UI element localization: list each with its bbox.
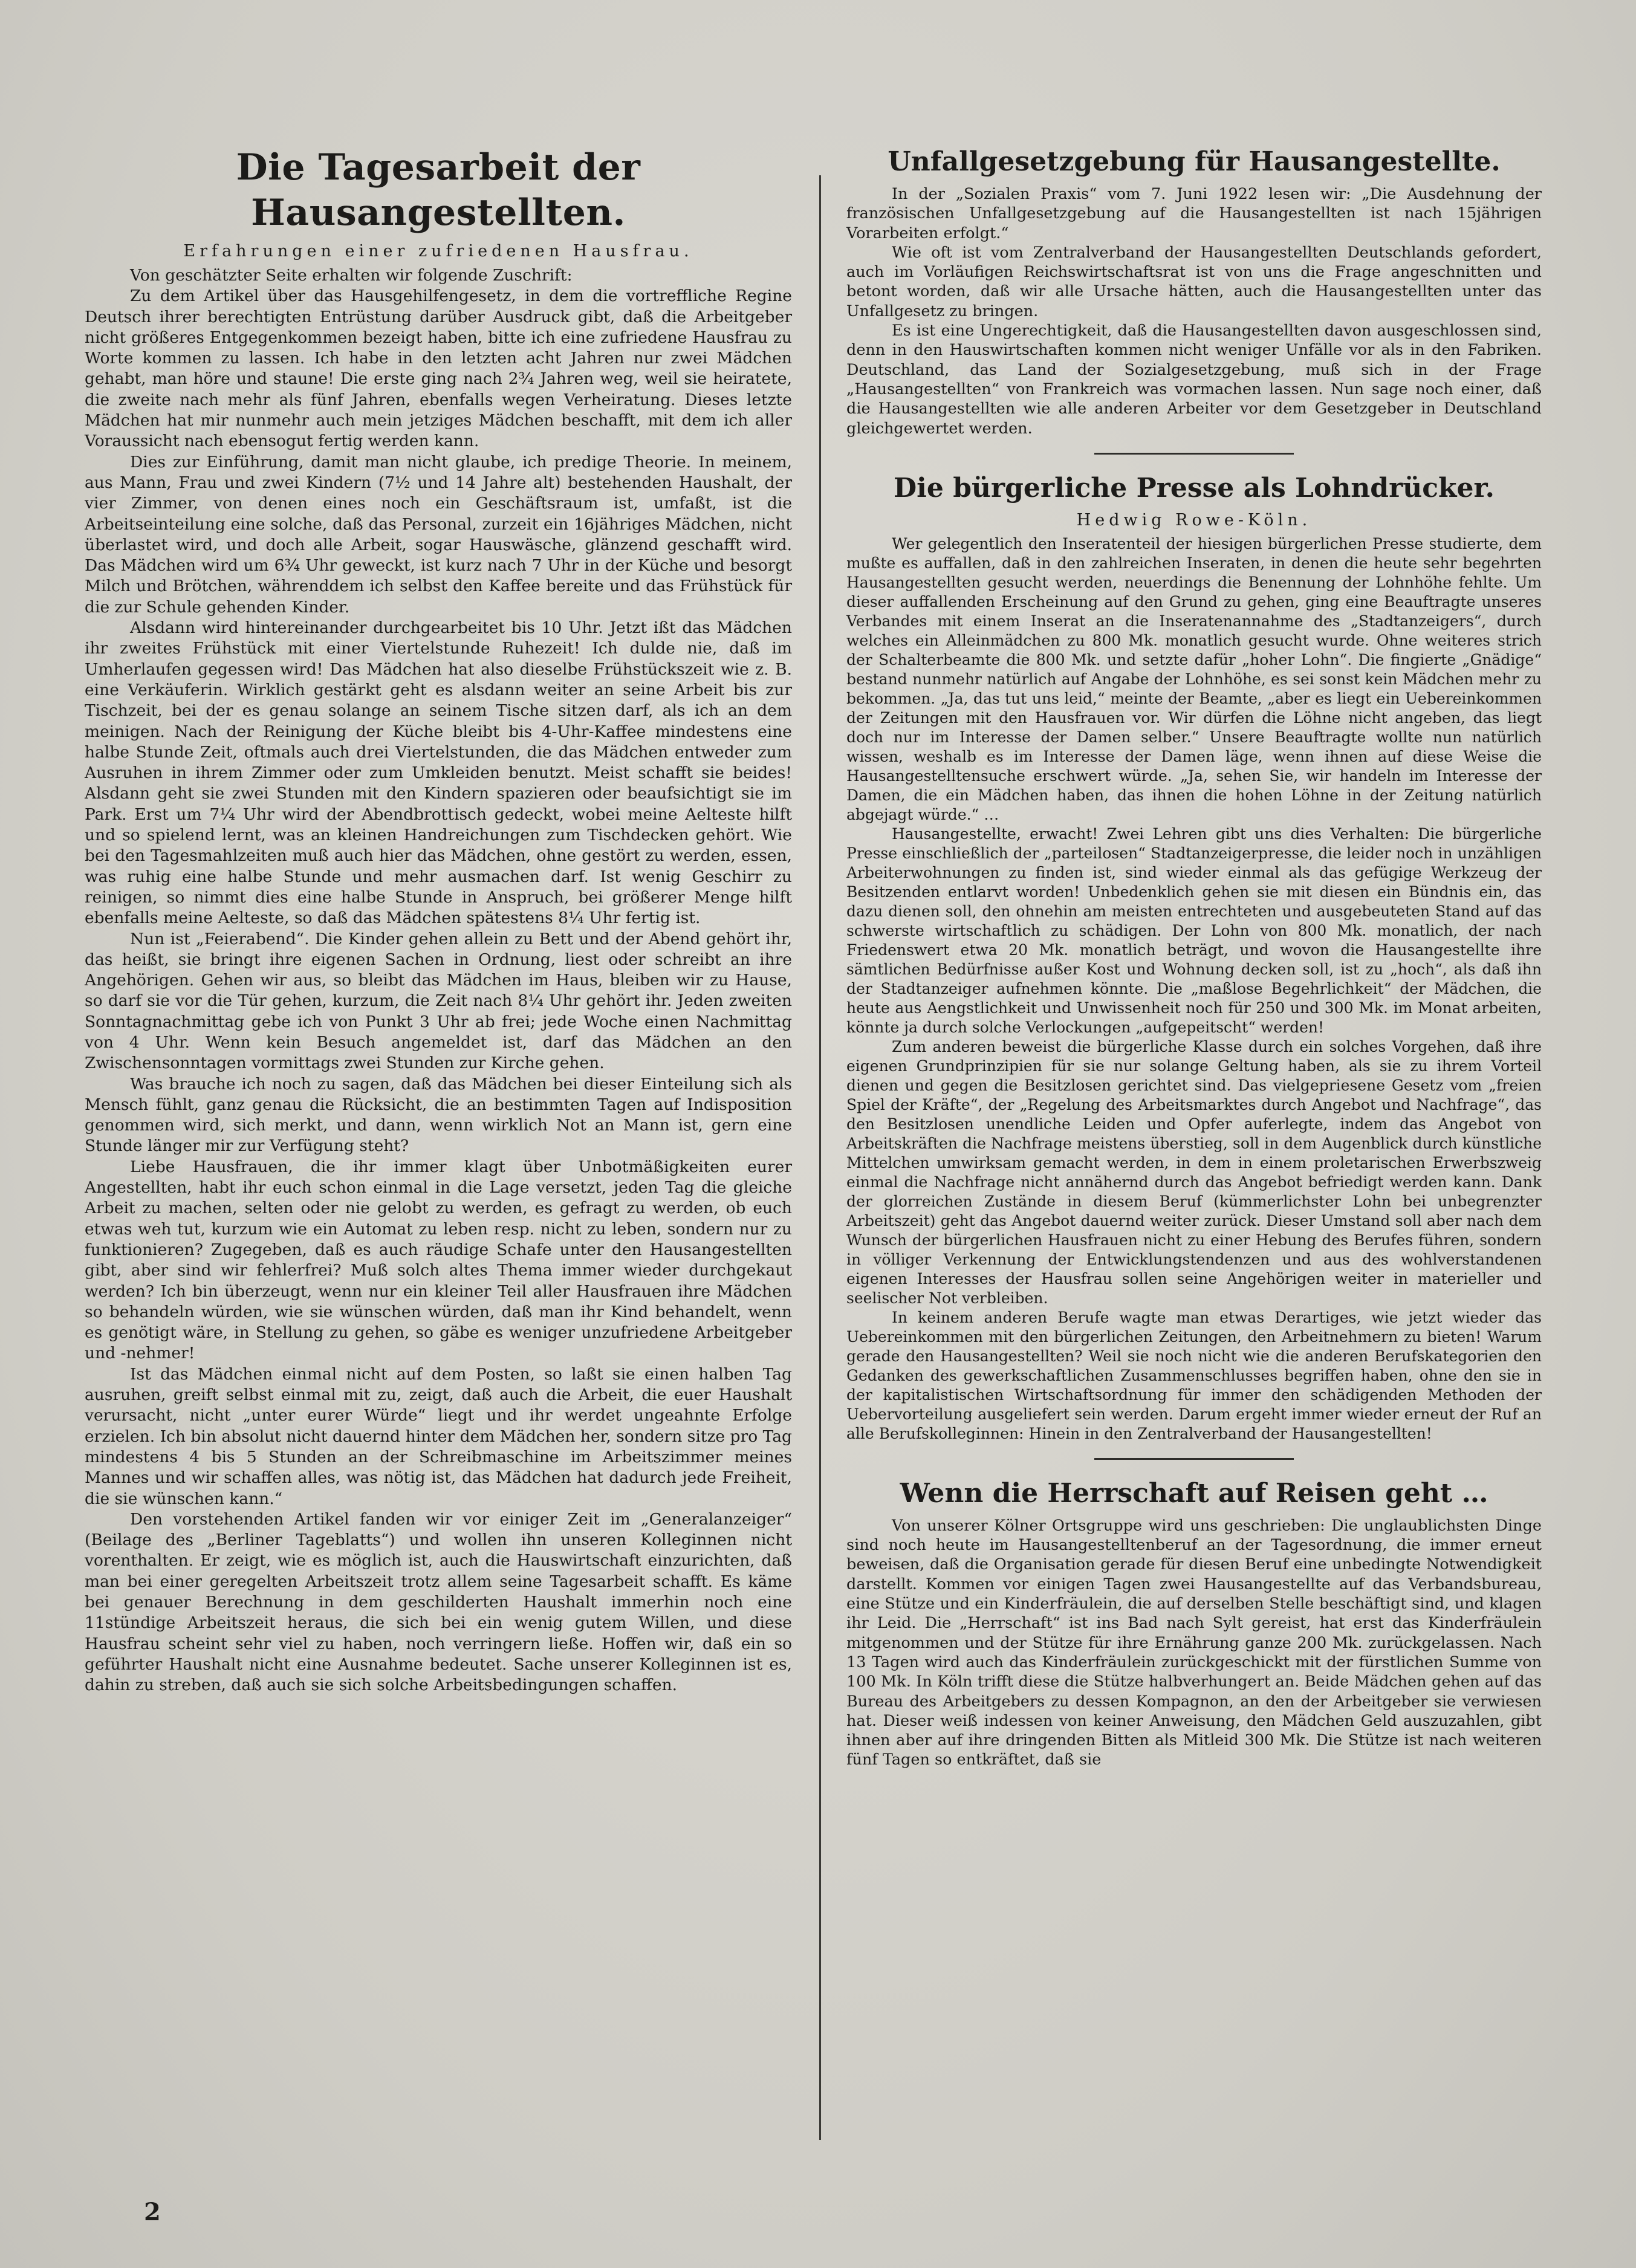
- paragraph: Was brauche ich noch zu sagen, daß das Mädchen bei dieser Einteilung sich als Mensch fühlt, ganz genau die Rücksicht, die an bestimmten Tagen auf Indisposition genommen wird, sich merkt, und dann, wenn wirklich Not an Mann ist, gern eine Stunde länger mir zur Verfügung steht?: [85, 1074, 792, 1156]
- section-presse: [846, 471, 1542, 1443]
- paragraph: Liebe Hausfrauen, die ihr immer klagt über Unbotmäßigkeiten eurer Angestellten, habt ihr euch schon einmal in die Lage versetzt, jeden Tag die gleiche Arbeit zu machen, selten oder nie gelobt zu werden, es gefragt zu werden, ob euch etwas weh tut, kurzum wie ein Automat zu leben resp. nicht zu leben, sondern nur zu funktionieren? Zugegeben, daß es auch räudige Schafe unter den Hausangestellten gibt, aber sind wir fehlerfrei? Muß solch altes Thema immer wieder durchgekaut werden? Ich bin überzeugt, wenn nur ein kleiner Teil aller Hausfrauen ihre Mädchen so behandeln würden, wie sie wünschen würden, daß man ihr Kind behandelt, wenn es genötigt wäre, in Stellung zu gehen, so gäbe es weniger unzufriedene Arbeitgeber und -nehmer!: [85, 1157, 792, 1363]
- section-body: [846, 184, 1542, 438]
- paragraph: Ist das Mädchen einmal nicht auf dem Posten, so laßt sie einen halben Tag ausruhen, greift selbst einmal mit zu, zeigt, daß auch die Arbeit, die euer Haushalt verursacht, nicht „unter eurer Würde“ liegt und ihr werdet ungeahnte Erfolge erzielen. Ich bin absolut nicht dauernd hinter dem Mädchen her, sondern sitze pro Tag mindestens 4 bis 5 Stunden an der Schreibmaschine im Arbeitszimmer meines Mannes und wir schaffen alles, was nötig ist, das Mädchen hat dadurch jede Freiheit, die sie wünschen kann.“: [85, 1364, 792, 1508]
- section-title: Wenn die Herrschaft auf Reisen geht …: [900, 1477, 1488, 1509]
- paragraph: Von unserer Kölner Ortsgruppe wird uns geschrieben: Die unglaublichsten Dinge sind noch heute im Hausangestelltenberuf an der Tagesordnung, die immer erneut beweisen, daß die Organisation gerade für diesen Beruf eine unbedingte Notwendigkeit darstellt. Kommen vor einigen Tagen zwei Hausangestellte auf das Verbandsbureau, eine Stütze und ein Kinderfräulein, die auf derselben Stelle beschäftigt sind, und klagen ihr Leid. Die „Herrschaft“ ist ins Bad nach Sylt gereist, hat erst das Kinderfräulein mitgenommen und der Stütze für ihre Ernährung ganze 200 Mk. zurückgelassen. Nach 13 Tagen wird auch das Kinderfräulein zurückgeschickt mit der fürstlichen Summe von 100 Mk. In Köln trifft diese die Stütze halbverhungert an. Beide Mädchen gehen auf das Bureau des Arbeitgebers zu dessen Kompagnon, an den der Arbeitgeber sie verwiesen hat. Dieser weiß indessen von keiner Anweisung, den Mädchen Geld auszuzahlen, gibt ihnen aber auf ihre dringenden Bitten als Mitleid 300 Mk. Die Stütze ist nach weiteren fünf Tagen so entkräftet, daß sie: [846, 1516, 1542, 1769]
- paragraph: Wer gelegentlich den Inseratenteil der hiesigen bürgerlichen Presse studierte, dem mußte es auffallen, daß in den zahlreichen Inseraten, in denen die heute sehr begehrten Hausangestellten gesucht werden, neuerdings die Benennung der Lohnhöhe fehlte. Um dieser auffallenden Erscheinung auf den Grund zu gehen, ging eine Beauftragte unseres Verbandes mit einem Inserat an die Inseratenannahme des „Stadtanzeigers“, durch welches ein Alleinmädchen zu 800 Mk. monatlich gesucht wurde. Ohne weiteres strich der Schalterbeamte die 800 Mk. und setzte dafür „hoher Lohn“. Die fingierte „Gnädige“ bestand nunmehr natürlich auf Angabe der Lohnhöhe, es sei sonst kein Mädchen mehr zu bekommen. „Ja, das tut uns leid,“ meinte der Beamte, „aber es liegt ein Uebereinkommen der Zeitungen mit den Hausfrauen vor. Wir dürfen die Löhne nicht angeben, das liegt doch nur im Interesse der Damen selber.“ Unsere Beauftragte wollte nun natürlich wissen, weshalb es im Interesse der Damen läge, wenn ihnen auf diese Weise die Hausangestelltensuche erschwert würde. „Ja, sehen Sie, wir handeln im Interesse der Damen, die ein Mädchen haben, das ihnen die hohen Löhne in der Zeitung natürlich abgejagt würde.“ …: [846, 534, 1542, 823]
- paragraph: Es ist eine Ungerechtigkeit, daß die Hausangestellten davon ausgeschlossen sind, denn in den Hauswirtschaften kommen nicht weniger Unfälle vor als in den Fabriken. Deutschland, das Land der Sozialgesetzgebung, muß sich in der Frage „Hausangestellten“ von Frankreich was vormachen lassen. Nun sage noch einer, daß die Hausangestellten wie alle anderen Arbeiter vor dem Gesetzgeber in Deutschland gleichgewertet werden.: [846, 322, 1542, 438]
- section-divider: [1094, 453, 1294, 455]
- paragraph: Zu dem Artikel über das Hausgehilfengesetz, in dem die vortreffliche Regine Deutsch ihrer berechtigten Entrüstung darüber Ausdruck gibt, daß die Arbeitgeber nicht größeres Entgegenkommen bezeigt haben, bitte ich eine zufriedene Hausfrau zu Worte kommen zu lassen. Ich habe in den letzten acht Jahren nur zwei Mädchen gehabt, man höre und staune! Die erste ging nach 2¾ Jahren weg, weil sie heiratete, die zweite nach mehr als fünf Jahren, ebenfalls wegen Verheiratung. Dieses letzte Mädchen hat mir nunmehr auch mein jetziges Mädchen beschafft, mit dem ich aller Voraussicht nach ebensogut fertig werden kann.: [85, 287, 792, 451]
- paragraph: Wie oft ist vom Zentralverband der Hausangestellten Deutschlands gefordert, auch im Vorläufigen Reichswirtschaftsrat ist von uns die Frage angeschnitten und betont worden, daß wir alle Ursache hätten, auch die Hausangestellten unter das Unfallgesetz zu bringen.: [846, 243, 1542, 320]
- paragraph: Nun ist „Feierabend“. Die Kinder gehen allein zu Bett und der Abend gehört ihr, das heißt, sie bringt ihre eigenen Sachen in Ordnung, liest oder schreibt an ihre Angehörigen. Gehen wir aus, so bleibt das Mädchen im Haus, bleiben wir zu Hause, so darf sie vor die Tür gehen, kurzum, die Zeit nach 8¼ Uhr gehört ihr. Jeden zweiten Sonntagnachmittag gebe ich von Punkt 3 Uhr ab frei; jede Woche einen Nachmittag von 4 Uhr. Wenn kein Besuch angemeldet ist, darf das Mädchen an den Zwischensonntagen vormittags zwei Stunden zur Kirche gehen.: [85, 929, 792, 1073]
- paragraph: Dies zur Einführung, damit man nicht glaube, ich predige Theorie. In meinem, aus Mann, Frau und zwei Kindern (7½ und 14 Jahre alt) bestehenden Haushalt, der vier Zimmer, von denen eines noch ein Geschäftsraum ist, umfaßt, ist die Arbeitseinteilung eine solche, daß das Personal, zurzeit ein 16jähriges Mädchen, nicht überlastet wird, und doch alle Arbeit, sogar Hauswäsche, glänzend geschafft wird. Das Mädchen wird um 6¾ Uhr geweckt, ist kurz nach 7 Uhr in der Küche und besorgt Milch und Brötchen, währenddem ich selbst den Kaffee bereite und das Frühstück für die zur Schule gehenden Kinder.: [85, 452, 792, 617]
- paragraph: Zum anderen beweist die bürgerliche Klasse durch ein solches Vorgehen, daß ihre eigenen Grundprinzipien für sie nur solange Geltung haben, als sie zu ihrem Vorteil dienen und gegen die Besitzlosen gerichtet sind. Das vielgepriesene Gesetz vom „freien Spiel der Kräfte“, der „Regelung des Arbeitsmarktes durch Angebot und Nachfrage“, das den Besitzlosen unendliche Leiden und Opfer auferlegte, indem das Angebot von Arbeitskräften die Nachfrage meistens überstieg, soll in dem Augenblick durch künstliche Mittelchen umwirksam gemacht werden, in dem in einem proletarischen Erwerbszweig einmal die Nachfrage nicht annähernd durch das Angebot befriedigt werden kann. Dank der glorreichen Zustände in diesem Beruf (kümmerlichster Lohn bei unbegrenzter Arbeitszeit) geht das Angebot dauernd weiter zurück. Dieser Umstand soll aber nach dem Wunsch der bürgerlichen Hausfrauen nicht zu einer Hebung des Berufes führen, sondern in völliger Verkennung der Entwicklungstendenzen und aus des wohlverstandenen eigenen Interesses der Hausfrau sollen seine Angehörigen weiter in materieller und seelischer Not verbleiben.: [846, 1037, 1542, 1307]
- paragraph: Den vorstehenden Artikel fanden wir vor einiger Zeit im „Generalanzeiger“ (Beilage des „Berliner Tageblatts“) und wollen ihn unseren Kolleginnen nicht vorenthalten. Er zeigt, wie es möglich ist, auch die Hauswirtschaft einzurichten, daß man bei einer geregelten Arbeitszeit trotz allem seine Tagesarbeit schafft. Es käme bei genauer Berechnung in dem geschilderten Haushalt immerhin noch eine 11stündige Arbeitszeit heraus, die sich bei ein wenig gutem Willen, und diese Hausfrau scheint sehr viel zu haben, noch verringern ließe. Hoffen wir, daß ein so geführter Haushalt nicht eine Ausnahme bedeutet. Sache unserer Kolleginnen ist es, dahin zu streben, daß auch sie sich solche Arbeitsbedingungen schaffen.: [85, 1509, 792, 1695]
- paragraph: In keinem anderen Berufe wagte man etwas Derartiges, wie jetzt wieder das Uebereinkommen mit den bürgerlichen Zeitungen, den Arbeitnehmern zu bieten! Warum gerade den Hausangestellten? Weil sie noch nicht wie die anderen Berufskategorien den Gedanken des gewerkschaftlichen Zusammenschlusses begriffen haben, ohne den sie in der kapitalistischen Wirtschaftsordnung für immer den schädigenden Methoden der Uebervorteilung ausgeliefert sein werden. Darum ergeht immer wieder erneut der Ruf an alle Berufskolleginnen: Hinein in den Zentralverband der Hausangestellten!: [846, 1308, 1542, 1442]
- left-column: [85, 145, 792, 1696]
- section-herrschaft: [846, 1477, 1542, 1770]
- section-body: [846, 1516, 1542, 1770]
- article-body: [85, 265, 792, 1696]
- paragraph: Hausangestellte, erwacht! Zwei Lehren gibt uns dies Verhalten: Die bürgerliche Presse einschließlich der „parteilosen“ Stadtanzeigerpresse, die leider noch in unzähligen Arbeiterwohnungen zu finden ist, sind wieder einmal als das gefügige Werkzeug der Besitzenden entlarvt worden! Unbedenklich gehen sie mit diesen ein Bündnis ein, das dazu dienen soll, den ohnehin am meisten entrechteten und ausgebeuteten Stand auf das schwerste wirtschaftlich zu schädigen. Der Lohn von 800 Mk. monatlich, der nach Friedenswert etwa 20 Mk. monatlich beträgt, und wovon die Hausangestellte ihre sämtlichen Bedürfnisse außer Kost und Wohnung decken soll, ist zu „hoch“, als daß ihn der Stadtanzeiger aufnehmen könnte. Die „maßlose Begehrlichkeit“ der Mädchen, die heute aus Aengstlichkeit und Unwissenheit noch für 250 und 300 Mk. im Monat arbeiten, könnte ja durch solche Verlockungen „aufgepeitscht“ werden!: [846, 825, 1542, 1036]
- paragraph: In der „Sozialen Praxis“ vom 7. Juni 1922 lesen wir: „Die Ausdehnung der französischen Unfallgesetzgebung auf die Hausangestellten ist nach 15jährigen Vorarbeiten erfolgt.“: [846, 185, 1542, 242]
- section-body: [846, 534, 1542, 1443]
- section-byline: Hedwig Rowe-Köln.: [1076, 510, 1312, 530]
- section-divider: [1094, 1458, 1294, 1460]
- paragraph: Von geschätzter Seite erhalten wir folgende Zuschrift:: [130, 266, 573, 285]
- column-divider: [819, 175, 821, 2140]
- section-unfallgesetzgebung: [846, 145, 1542, 438]
- article-title: Die Tagesarbeit der Hausangestellten.: [236, 146, 641, 234]
- page-number: 2: [144, 2198, 161, 2226]
- section-title: Die bürgerliche Presse als Lohndrücker.: [894, 472, 1495, 504]
- article-subtitle: Erfahrungen einer zufriedenen Hausfrau.: [183, 242, 693, 261]
- section-title: Unfallgesetzgebung für Hausangestellte.: [888, 146, 1501, 177]
- paragraph: Alsdann wird hintereinander durchgearbeitet bis 10 Uhr. Jetzt ißt das Mädchen ihr zweites Frühstück mit einer Viertelstunde Ruhezeit! Ich dulde nie, daß im Umherlaufen gegessen wird! Das Mädchen hat also dieselbe Frühstückszeit wie z. B. eine Verkäuferin. Wirklich gestärkt geht es alsdann weiter an seine Arbeit bis zur Tischzeit, bei der es genau solange an seinem Tische sitzen darf, als ich an dem meinigen. Nach der Reinigung der Küche bleibt bis 4-Uhr-Kaffee mindestens eine halbe Stunde Zeit, oftmals auch drei Viertelstunden, die das Mädchen entweder zum Ausruhen in ihrem Zimmer oder zum Umkleiden benutzt. Meist schafft sie beides! Alsdann geht sie zwei Stunden mit den Kindern spazieren oder beaufsichtigt sie im Park. Erst um 7¼ Uhr wird der Abendbrottisch gedeckt, wobei meine Aelteste hilft und so spielend lernt, was an kleinen Handreichungen zum Tischdecken gehört. Wie bei den Tagesmahlzeiten muß auch hier das Mädchen, ohne gestört zu werden, essen, was ruhig eine halbe Stunde und mehr ausmachen darf. Ist wenig Geschirr zu reinigen, so nimmt dies eine halbe Stunde in Anspruch, bei größerer Menge hilft ebenfalls meine Aelteste, so daß das Mädchen spätestens 8¼ Uhr fertig ist.: [85, 618, 792, 928]
- right-column: [846, 145, 1542, 1770]
